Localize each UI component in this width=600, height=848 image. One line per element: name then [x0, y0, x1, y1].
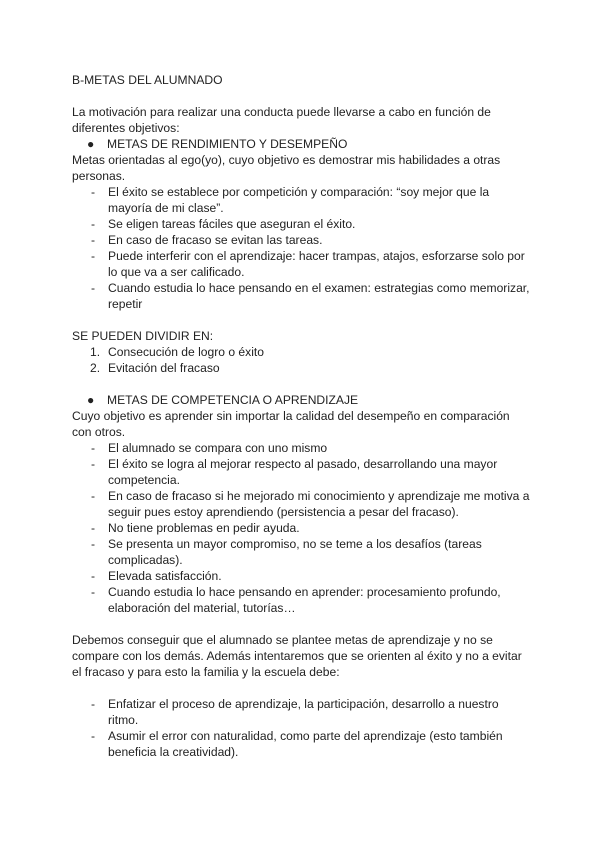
spacer	[72, 376, 532, 392]
list-item: - En caso de fracaso si he mejorado mi conocimiento y aprendizaje me motiva a seguir pues estoy aprendiendo (persistencia a pesar del fracaso).	[91, 489, 530, 519]
list-item: - El éxito se logra al mejorar respecto al pasado, desarrollando una mayor competencia.	[91, 457, 498, 487]
list-item: - Cuando estudia lo hace pensando en el examen: estrategias como memorizar, repetir	[91, 281, 530, 311]
list-item: - Cuando estudia lo hace pensando en aprender: procesamiento profundo, elaboración del material, tutorías…	[91, 585, 501, 615]
section1-list	[72, 184, 532, 312]
section2-list	[72, 440, 532, 616]
list-item: - El éxito se establece por competición y comparación: “soy mejor que la mayoría de mi clase”.	[91, 185, 490, 215]
list-item: - Se presenta un mayor compromiso, no se teme a los desafíos (tareas complicadas).	[91, 537, 482, 567]
list-item: - Se eligen tareas fáciles que aseguran el éxito.	[91, 217, 356, 231]
list-item: - Puede interferir con el aprendizaje: hacer trampas, atajos, esforzarse solo por lo que va a ser calificado.	[91, 249, 525, 279]
section1-heading-text: METAS DE RENDIMIENTO Y DESEMPEÑO	[107, 137, 348, 151]
section1-description: Metas orientadas al ego(yo), cuyo objetivo es demostrar mis habilidades a otras personas.	[72, 153, 501, 183]
document-title: B-METAS DEL ALUMNADO	[72, 73, 223, 87]
list-item: - El alumnado se compara con uno mismo	[91, 441, 328, 455]
spacer	[72, 616, 532, 632]
bullet-icon: ●	[87, 393, 95, 407]
list-item: - Elevada satisfacción.	[91, 569, 222, 583]
divide-list	[72, 344, 532, 376]
list-item: - En caso de fracaso se evitan las tareas.	[91, 233, 323, 247]
list-item: - Asumir el error con naturalidad, como parte del aprendizaje (esto también beneficia la creatividad).	[91, 729, 503, 759]
intro-paragraph: La motivación para realizar una conducta puede llevarse a cabo en función de diferentes objetivos:	[72, 105, 491, 135]
numbered-item: 2. Evitación del fracaso	[90, 361, 220, 375]
final-list	[72, 696, 532, 760]
spacer	[72, 312, 532, 328]
divide-heading: SE PUEDEN DIVIDIR EN:	[72, 329, 214, 343]
bullet-icon: ●	[87, 137, 95, 151]
numbered-item: 1. Consecución de logro o éxito	[90, 345, 264, 359]
section2-heading	[72, 392, 532, 408]
section2-heading-text: METAS DE COMPETENCIA O APRENDIZAJE	[107, 393, 359, 407]
document-page	[72, 72, 532, 760]
section1-heading	[72, 136, 532, 152]
section2-description: Cuyo objetivo es aprender sin importar la calidad del desempeño en comparación con otros.	[72, 409, 510, 439]
list-item: - Enfatizar el proceso de aprendizaje, la participación, desarrollo a nuestro ritmo.	[91, 697, 499, 727]
list-item: - No tiene problemas en pedir ayuda.	[91, 521, 300, 535]
spacer	[72, 680, 532, 696]
conclusion-paragraph: Debemos conseguir que el alumnado se plantee metas de aprendizaje y no se compare con los demás. Además intentaremos que se orienten al éxito y no a evitar el fracaso y para esto la familia y la escuela debe:	[72, 633, 522, 679]
